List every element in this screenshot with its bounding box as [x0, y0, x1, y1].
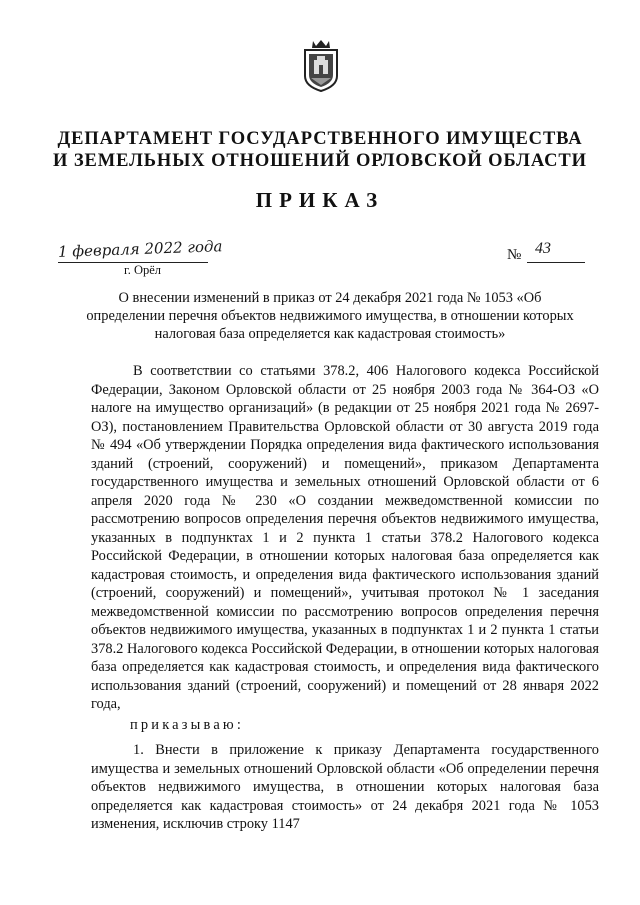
document-title: ПРИКАЗ [255, 188, 385, 212]
order-subject: О внесении изменений в приказ от 24 декабря 2021 года № 1053 «Об определении перечня объектов недвижимого имущества, в отношении которых налоговая база определяется как кадастровая стоимость» [86, 290, 574, 342]
order-item-1-text: 1. Внести в приложение к приказу Департамента государственного имущества и земельных отношений Орловской области «Об определении перечня объектов недвижимого имущества, в отношении которых налоговая база определяется как кадастровая стоимость» от 24 декабря 2021 года № 1053 изменения, исключив строку 1147 [91, 742, 599, 832]
number-label: № [507, 247, 522, 263]
handwritten-date: 1 февраля 2022 года [57, 237, 223, 261]
preamble-paragraph [91, 362, 599, 714]
coat-of-arms-icon [300, 38, 342, 92]
number-underline [527, 262, 585, 263]
city-label: г. Орёл [124, 263, 162, 277]
preamble-text: В соответствии со статьями 378.2, 406 Налогового кодекса Российской Федерации, Законом Орловской области от 25 ноября 2003 года № 364-ОЗ «О налоге на имущество организаций» (в редакции от 25 ноября 2021 года № 2697-ОЗ), постановлением Правительства Орловской области от 30 августа 2019 года № 494 «Об утверждении Порядка определения вида фактического использования зданий (строений, сооружений) и помещений», приказом Департамента государственного имущества и земельных отношений Орловской области от 6 апреля 2020 года № 230 «О создании межведомственной комиссии по рассмотрению вопросов определения перечня объектов недвижимого имущества, указанных в подпунктах 1 и 2 пункта 1 статьи 378.2 Налогового кодекса Российской Федерации, в отношении которых налоговая база определяется как кадастровая стоимость, и определения вида фактического использования зданий (строений, сооружений) и помещений», учитывая протокол № 1 заседания межведомственной комиссии по рассмотрению вопросов определения перечня объектов недвижимого имущества, указанных в подпунктах 1 и 2 пункта 1 статьи 378.2 Налогового кодекса Российской Федерации, в отношении которых налоговая база определяется как кадастровая стоимость, и определения вида фактического использования зданий (строений, сооружений) и помещений от 28 января 2022 года, [91, 363, 599, 712]
department-name-line2: И ЗЕМЕЛЬНЫХ ОТНОШЕНИЙ ОРЛОВСКОЙ ОБЛАСТИ [53, 151, 587, 171]
department-name-line1: ДЕПАРТАМЕНТ ГОСУДАРСТВЕННОГО ИМУЩЕСТВА [57, 129, 583, 149]
order-item-1 [91, 741, 599, 834]
decree-word: приказываю: [130, 717, 245, 733]
handwritten-number: 43 [535, 240, 551, 257]
